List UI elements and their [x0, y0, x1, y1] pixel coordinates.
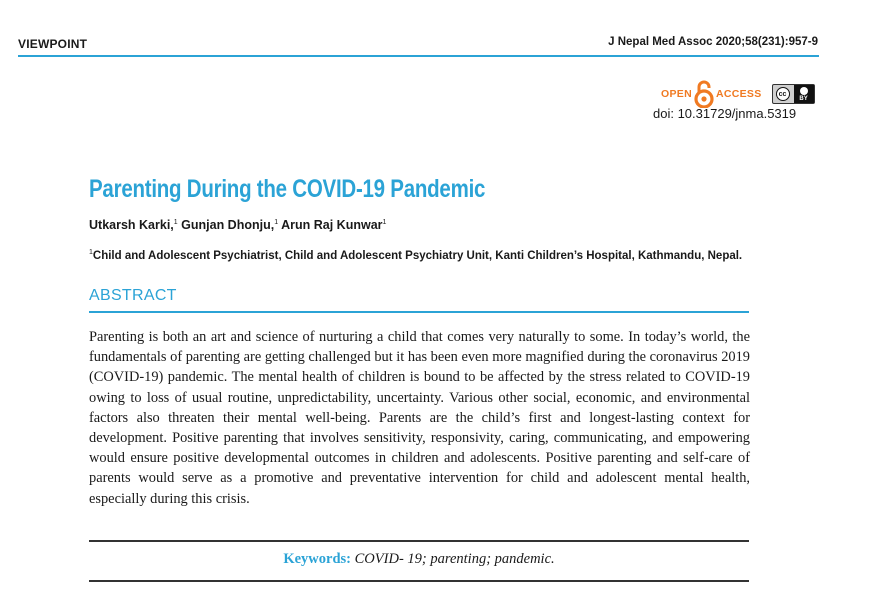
by-label: BY — [799, 96, 808, 102]
keywords-bottom-rule — [89, 580, 749, 582]
affiliation — [89, 249, 742, 262]
creative-commons-by-icon[interactable] — [772, 84, 815, 104]
abstract-text: Parenting is both an art and science of nurturing a child that comes very naturally to some. In today’s world, the fundamentals of parenting are getting challenged but it has been even more magnified during the coronavirus 2019 (COVID-19) pandemic. The mental health of children is bound to be affected by the stress related to COVID-19 owing to loss of usual routine, unpredictability, uncertainty. Various other social, economic, and environmental factors also threaten their mental well-being. Parents are the child’s first and longest-lasting context for development. Positive parenting that involves sensitivity, responsivity, caring, communicating, and empowering would ensure positive developmental outcomes in children and adolescents. Positive parenting and self-care of parents would serve as a promotive and preventative intervention for child and adolescent mental health, especially during this crisis. — [89, 329, 750, 507]
journal-citation: J Nepal Med Assoc 2020;58(231):957-9 — [608, 36, 818, 48]
person-icon — [800, 87, 808, 95]
open-word: OPEN — [661, 88, 692, 100]
abstract-heading: ABSTRACT — [89, 287, 177, 304]
author-affiliation-mark: 1 — [382, 218, 387, 226]
section-label: VIEWPOINT — [18, 37, 88, 51]
cc-icon: cc — [776, 87, 790, 101]
doi-link[interactable]: doi: 10.31729/jnma.5319 — [653, 106, 797, 121]
open-access-lock-icon — [693, 80, 715, 108]
author-name: Utkarsh Karki, — [89, 218, 174, 232]
open-access-badge[interactable] — [661, 81, 815, 107]
affiliation-text: Child and Adolescent Psychiatrist, Child and Adolescent Psychiatry Unit, Kanti Children’s Hospital, Kathmandu, Nepal. — [92, 249, 743, 262]
author-affiliation-mark: 1 — [274, 218, 279, 226]
keywords-top-rule — [89, 540, 749, 542]
access-word: ACCESS — [715, 88, 762, 100]
article-title: Parenting During the COVID-19 Pandemic — [89, 175, 486, 203]
keywords-line — [89, 551, 749, 568]
by-icon — [794, 85, 814, 103]
keywords-values: COVID- 19; parenting; pandemic. — [354, 551, 555, 567]
author-affiliation-mark: 1 — [173, 218, 178, 226]
author-list — [89, 218, 386, 232]
affiliation-mark: 1 — [89, 249, 93, 256]
abstract-divider — [89, 311, 749, 313]
header-divider — [18, 55, 819, 57]
author-name: Arun Raj Kunwar — [281, 218, 383, 232]
keywords-label: Keywords: — [283, 551, 352, 567]
author-name: Gunjan Dhonju, — [181, 218, 275, 232]
